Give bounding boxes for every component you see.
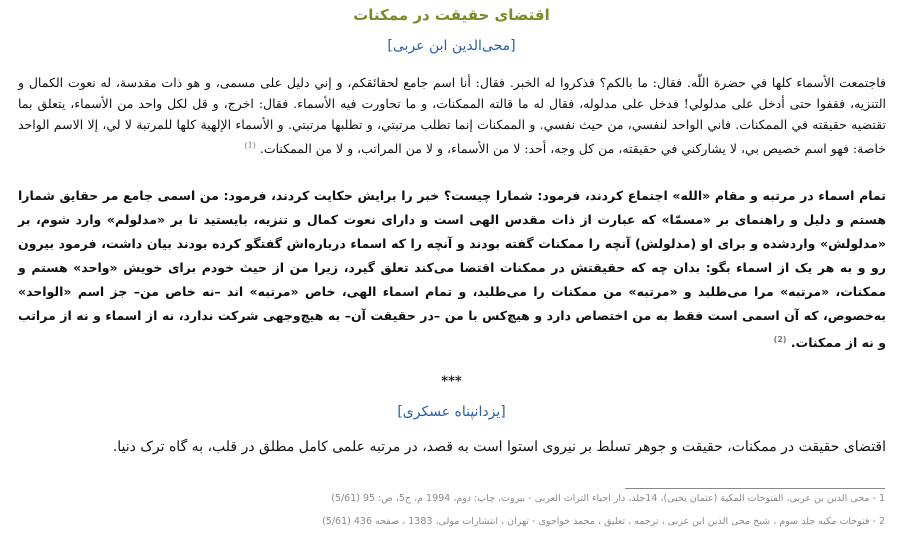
- footnote-divider: [625, 488, 885, 489]
- poem-text: اقتضای حقيقت در ممكنات، حقيقت و جوهر تسلط بر نيروی استوا است به قصد، در مرتبه علمی كامل مطلق در قلب، به گاه ترک دنيا.: [112, 439, 886, 455]
- arabic-text: فاجتمعت الأسماء كلها في حضرة اللّه. فقال: ما بالكم؟ فذكروا له الخبر. فقال: أنا اسم جامع لحقائقكم، و إني دليل على مسمى، و هو ذات مقدسة، له نعوت الكمال و التنزيه، فقفوا حتى أدخل على مدلولي! فدخل على مدلوله، فقال له ما قالته الممكنات، و ما تحاورت فيه الأسماء. فقال: اخرج، و قل لكل واحد من الأسماء، يتعلق بما تقتضيه حقيقته في الممكنات. فاني الواحد لنفسي، من حيث نفسي. و الممكنات إنما تطلب مرتبتي، و تطلبها مرتبتي. و الأسماء الإلهية كلها للمرتبة لا لي، إلا الاسم الواحد خاصة: فهو اسم خصيص بي، لا يشاركني في حقيقته، من كل وجه، أحد: لا من الأسماء، و لا من المراتب، و لا من الممكنات.: [18, 75, 886, 157]
- arabic-paragraph: [18, 72, 886, 159]
- footnote-ref-2[interactable]: (2): [773, 335, 787, 344]
- persian-translation-paragraph: [18, 184, 886, 355]
- footnote-1: 1 - محی الدين بن عربی، الفتوحات المكية (عثمان يحيی)، 14جلد، دار احياء التراث العربی - بيروت، چاپ: دوم، 1994 م، ج5، ص: 95 (5/61): [331, 493, 885, 504]
- section-separator: ***: [441, 374, 462, 389]
- footnote-ref-1[interactable]: (1): [244, 141, 256, 150]
- author-link-yazdanpanah[interactable]: [يزدانپناه عسكری]: [397, 404, 506, 420]
- page-title: اقتضای حقیقت در ممکنات: [353, 6, 550, 24]
- footnote-2: 2 - فتوحات مكيه جلد سوم ، شيخ محی الدين ابن عربی ، ترجمه ، تعليق ، محمد خواجوی - تهران ، انتشارات مولی، 1383 ، صفحه 436 (5/61): [322, 516, 885, 527]
- author-link-ibn-arabi[interactable]: [محی‌الدین ابن عربی]: [387, 38, 516, 54]
- persian-text: تمام اسماء در مرتبه و مقام «الله» اجتماع كردند، فرمود: شمارا چيست؟ خبر را برايش حكايت كردند، فرمود: من اسمی جامع مر حقايق شمارا هستم و دليل و راهنمای بر «مسمّا» كه عبارت از ذات مقدس الهی است و دارای نعوت كمال و تنزيه، بايستيد تا بر «مدلولم» وارد شوم، بر «مدلولش» واردشده و برای او (مدلولش) آنچه را ممكنات گفته بودند و آنچه را كه اسماء درباره‌اش گفتگو كرده بودند بيان داشت، فرمود بيرون رو و به هر يک از اسماء بگو: بدان چه كه حقيقتش در ممكنات اقتضا می‌كند تعلق گيرد، زيرا من از حيث خودم برای خويش «واحد» هستم و ممكنات، «مرتبه» مرا می‌طلبد و «مرتبه» من ممكنات را می‌طلبد، و تمام اسماء الهی، خاص «مرتبه» اند –نه خاص من– جز اسم «الواحد» به‌خصوص، كه آن اسمی است فقط به من اختصاص دارد و هيچ‌كس با من –در حقيقت آن– به هيچ‌وجهی شركت ندارد، نه از اسماء و نه از مراتب و نه از ممكنات.: [18, 188, 886, 351]
